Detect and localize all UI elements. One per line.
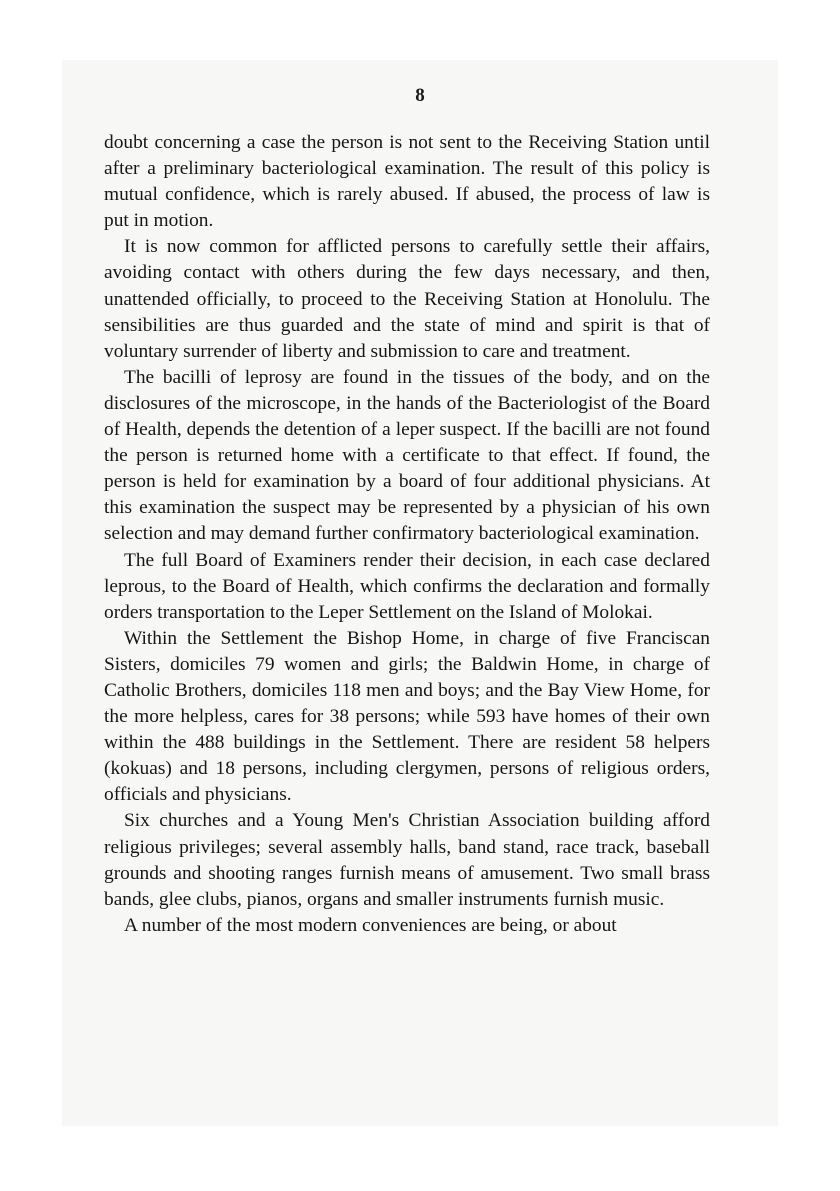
page-number: 8	[415, 85, 425, 106]
paragraph-churches-amusement: Six churches and a Young Men's Christian Association building afford religious privileges; several assembly halls, band stand, race track, baseball grounds and shooting ranges furnish means of amusement. Two small brass bands, glee clubs, pianos, organs and smaller instruments furnish music.	[104, 810, 710, 910]
paragraph-modern-conveniences: A number of the most modern conveniences are being, or about	[124, 914, 617, 936]
book-page	[62, 60, 778, 1126]
paragraph-afflicted-persons: It is now common for afflicted persons to carefully settle their affairs, avoiding contact with others during the few days necessary, and then, unattended officially, to proceed to the Receiving Station at Honolulu. The sensibilities are thus guarded and the state of mind and spirit is that of voluntary surrender of liberty and submission to care and treatment.	[104, 236, 710, 362]
paragraph-receiving-station: doubt concerning a case the person is not sent to the Receiving Station until after a preliminary bacteriological examination. The result of this policy is mutual confidence, which is rarely abused. If abused, the process of law is put in motion.	[104, 132, 710, 232]
body-text	[104, 130, 710, 939]
paragraph-settlement-homes: Within the Settlement the Bishop Home, in charge of five Franciscan Sisters, domiciles 79 women and girls; the Baldwin Home, in charge of Catholic Brothers, domiciles 118 men and boys; and the Bay View Home, for the more helpless, cares for 38 persons; while 593 have homes of their own within the 488 buildings in the Settlement. There are resident 58 helpers (kokuas) and 18 persons, including clergymen, persons of religious orders, officials and physicians.	[104, 627, 710, 806]
paragraph-board-of-examiners: The full Board of Examiners render their decision, in each case declared leprous, to the Board of Health, which confirms the declaration and formally orders transportation to the Leper Settlement on the Island of Molokai.	[104, 549, 710, 623]
paragraph-bacilli: The bacilli of leprosy are found in the tissues of the body, and on the disclosures of the microscope, in the hands of the Bacteriologist of the Board of Health, depends the detention of a leper suspect. If the bacilli are not found the person is returned home with a certificate to that effect. If found, the person is held for examination by a board of four additional physicians. At this examination the suspect may be represented by a physician of his own selection and may demand further confirmatory bacteriological examination.	[104, 366, 710, 545]
